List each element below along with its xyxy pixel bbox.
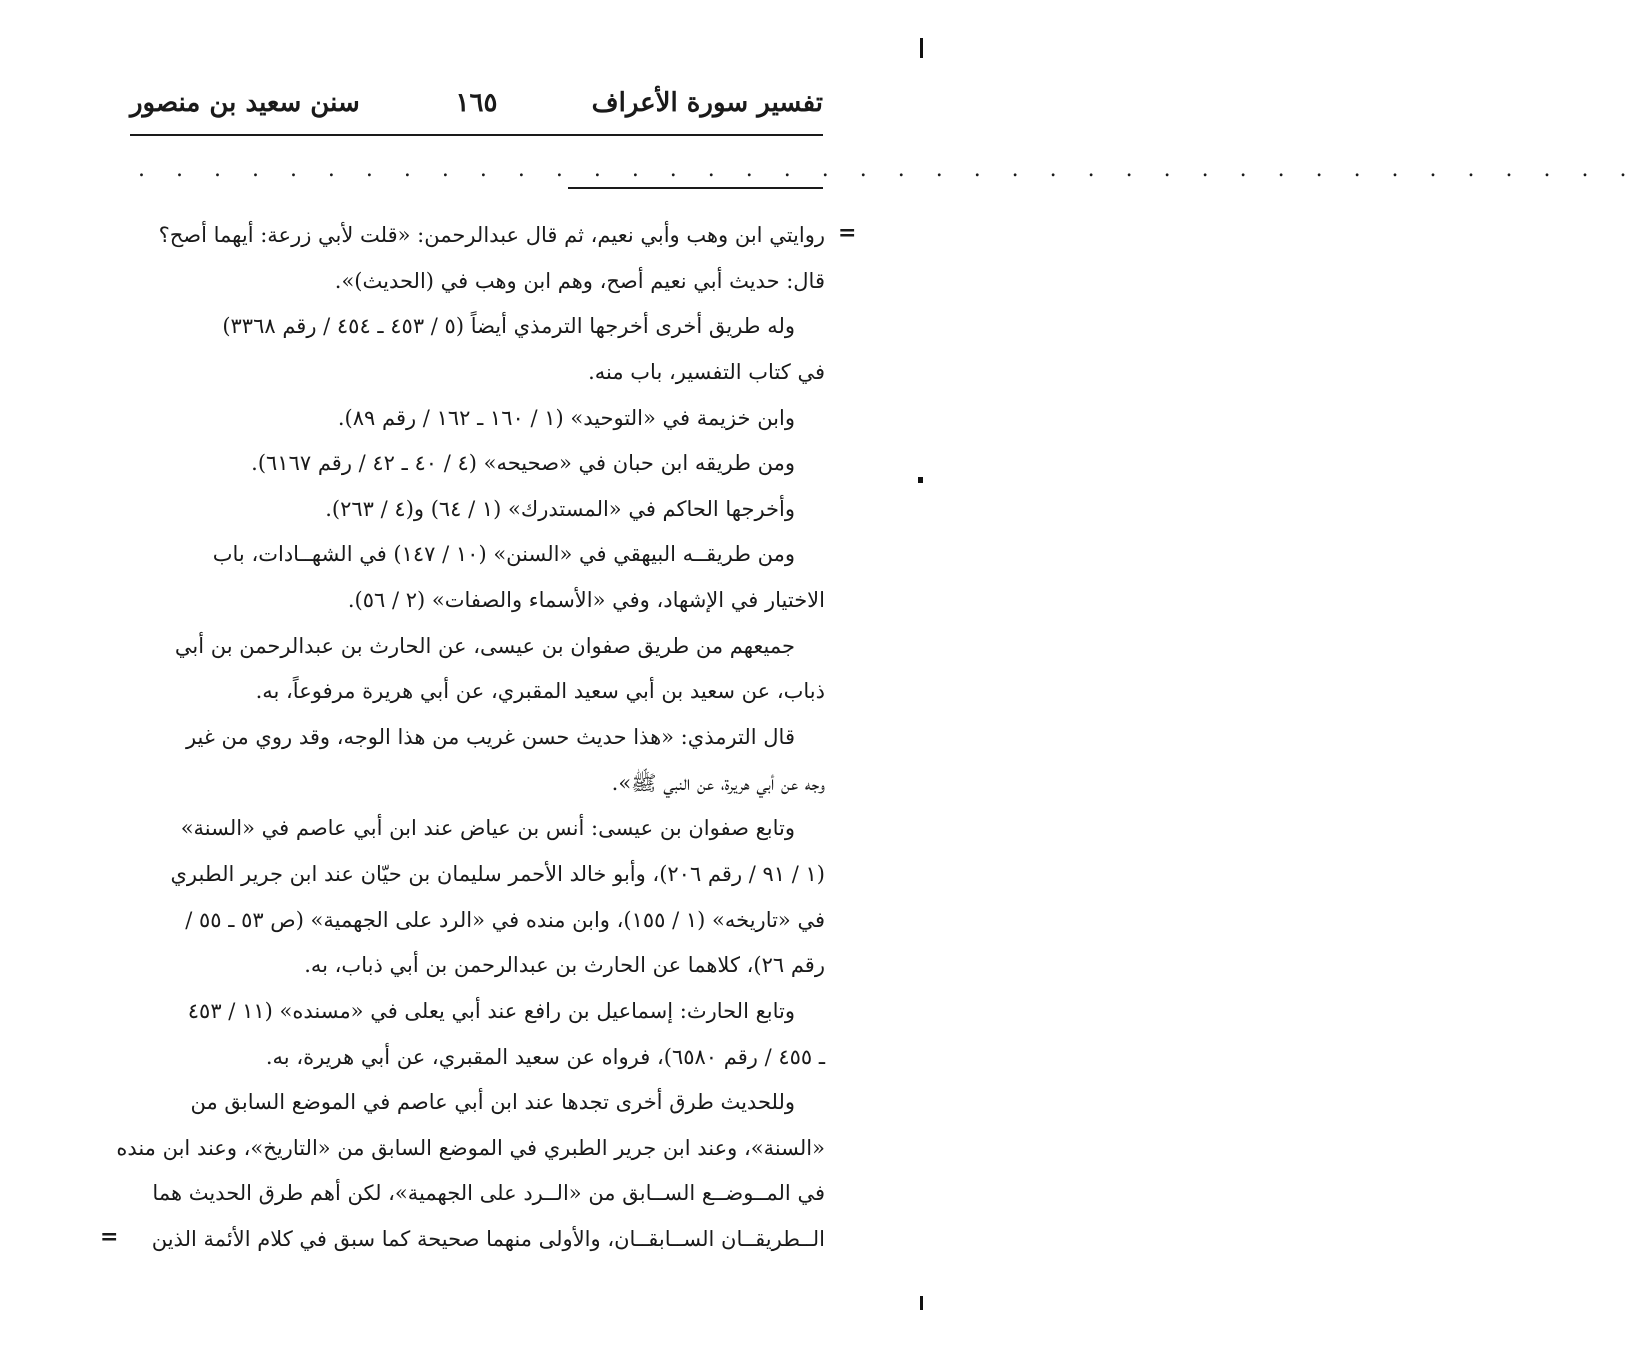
text-line: «السنة»، وعند ابن جرير الطبري في الموضع السابق من «التاريخ»، وعند ابن منده	[116, 1135, 825, 1160]
text-line: في كتاب التفسير، باب منه.	[588, 359, 825, 384]
text-line: الاختيار في الإشهاد، وفي «الأسماء والصفات» (٢ / ٥٦).	[347, 588, 825, 613]
text-line: قال الترمذي: «هذا حديث حسن غريب من هذا الوجه، وقد روي من غير	[185, 725, 795, 750]
text-line: وللحديث طرق أخرى تجدها عند ابن أبي عاصم في الموضع السابق من	[190, 1090, 795, 1115]
text-line: روايتي ابن وهب وأبي نعيم، ثم قال عبدالرحمن: «قلت لأبي زرعة: أيهما أصح؟	[158, 223, 825, 247]
running-head-surah: تفسير سورة الأعراف	[591, 88, 823, 118]
continuation-mark-start: =	[838, 220, 857, 246]
text-line: ـ ٤٥٥ / رقم ٦٥٨٠)، فرواه عن سعيد المقبري، عن أبي هريرة، به.	[265, 1044, 825, 1069]
text-line: (١ / ٩١ / رقم ٢٠٦)، وأبو خالد الأحمر سليمان بن حيّان عند ابن جرير الطبري	[170, 861, 825, 886]
scan-margin-mark	[920, 1296, 923, 1310]
text-line: في «تاريخه» (١ / ١٥٥)، وابن منده في «الرد على الجهمية» (ص ٥٣ ـ ٥٥ /	[185, 907, 825, 932]
footnote-rule	[568, 187, 823, 189]
text-line: ذباب، عن سعيد بن أبي سعيد المقبري، عن أبي هريرة مرفوعاً، به.	[255, 679, 825, 704]
text-line: وله طريق أخرى أخرجها الترمذي أيضاً (٥ / ٤٥٣ ـ ٤٥٤ / رقم ٣٣٦٨)	[222, 314, 795, 339]
footnote-body	[116, 213, 825, 1263]
text-line: جميعهم من طريق صفوان بن عيسى، عن الحارث بن عبدالرحمن بن أبي	[174, 633, 795, 658]
text-line: في المــوضــع الســابق من «الــرد على الجهمية»، لكن أهم طرق الحديث هما	[152, 1181, 825, 1206]
text-line: ومن طريقه ابن حبان في «صحيحه» (٤ / ٤٠ ـ ٤٢ / رقم ٦١٦٧).	[251, 451, 795, 476]
text-line: وابن خزيمة في «التوحيد» (١ / ١٦٠ ـ ١٦٢ / رقم ٨٩).	[337, 405, 795, 430]
running-head-book: سنن سعيد بن منصور	[130, 88, 360, 118]
page-number: ١٦٥	[455, 88, 498, 118]
text-line: وجه عن أبي هريرة، عن النبي ﷺ».	[611, 770, 825, 795]
text-line: ومن طريقــه البيهقي في «السنن» (١٠ / ١٤٧) في الشهــادات، باب	[212, 542, 795, 567]
text-line: رقم ٢٦)، كلاهما عن الحارث بن عبدالرحمن بن أبي ذباب، به.	[304, 953, 825, 978]
text-line: الــطريقــان الســابقــان، والأولى منهما صحيحة كما سبق في كلام الأئمة الذين	[151, 1227, 825, 1252]
scan-margin-mark	[918, 477, 923, 483]
continuation-mark-end: =	[100, 1224, 119, 1250]
text-line: وأخرجها الحاكم في «المستدرك» (١ / ٦٤) و(٤ / ٢٦٣).	[325, 496, 795, 521]
header-rule	[130, 134, 823, 136]
page-header	[130, 84, 823, 124]
dotted-separator: . . . . . . . . . . . . . . . . . . . . . . . . . . . . . . . . . . . . . . . .	[138, 157, 1638, 182]
scan-margin-mark	[920, 38, 923, 58]
text-line: وتابع الحارث: إسماعيل بن رافع عند أبي يعلى في «مسنده» (١١ / ٤٥٣	[187, 998, 795, 1023]
text-line: قال: حديث أبي نعيم أصح، وهم ابن وهب في (الحديث)».	[334, 268, 825, 293]
text-line: وتابع صفوان بن عيسى: أنس بن عياض عند ابن أبي عاصم في «السنة»	[180, 816, 795, 841]
